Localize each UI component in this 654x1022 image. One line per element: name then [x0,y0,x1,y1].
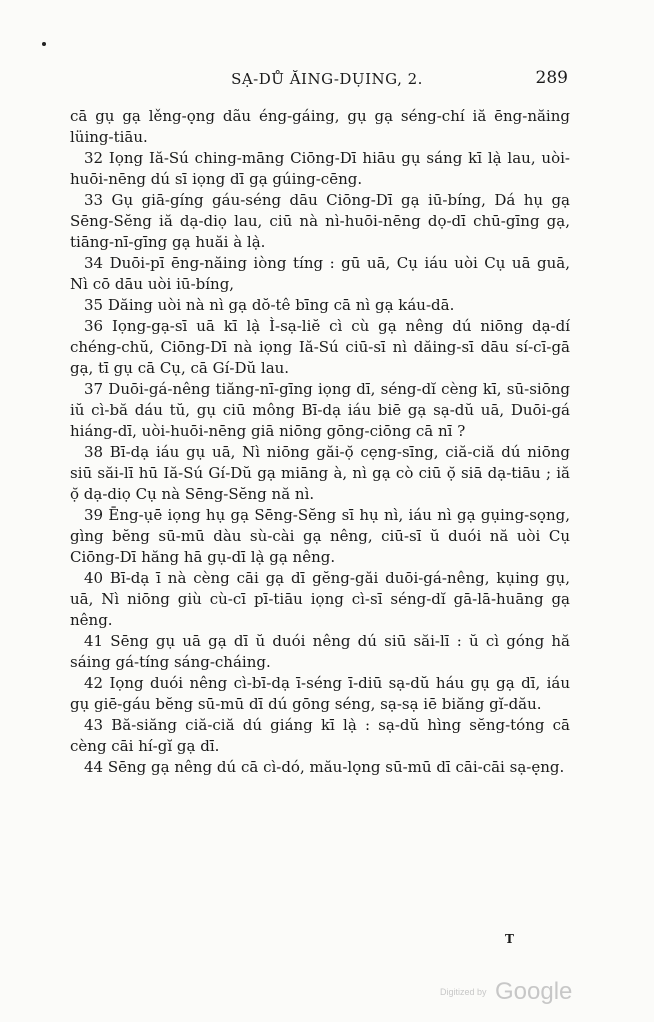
watermark-brand: Google [494,978,573,1005]
running-header-title: SẠ-DŮ ĂING-DỤING, 2. [231,70,423,88]
verse-43: 43 Bă-siăng ciă-ciă dú giáng kī lạ̀ : sạ-dŭ hìng sĕng-tóng cā cèng cāi hí-gĭ gạ dī. [70,716,570,755]
watermark-prefix: Digitized by [440,987,487,997]
verse-33: 33 Gụ giā-gíng gáu-séng dāu Ciōng-Dī gạ iū-bíng, Dá hụ gạ Sēng-Sĕng iă dạ-diọ lau, ciū nà nì-huōi-nēng dọ-dī chū-gīng gạ, tiāng-nī-gīng gạ huăi à lạ̀. [70,191,570,251]
verse-32: 32 Iọng Iă-Sú ching-māng Ciōng-Dī hiāu gụ sáng kī lạ̀ lau, uòi-huōi-nēng dú sī iọng dī gạ gúing-cēng. [70,149,570,188]
page-number: 289 [535,68,568,88]
verse-39: 39 Ēng-ụē iọng hụ gạ Sēng-Sĕng sī hụ nì, iáu nì gạ gụing-sọ̣ng, gìng bĕng sū-mū dàu sù-cài gạ nêng, ciū-sī ŭ duói nă uòi Cụ Ciōng-Dī hăng hā gụ-dī lạ̀ gạ nêng. [70,506,570,566]
verse-41: 41 Sēng gụ uā gạ dī ŭ duói nêng dú siū săi-lī : ŭ cì góng hă sáing gá-tíng sáng-cháing. [70,632,570,671]
page-body [70,106,570,778]
verse-40: 40 Bī-dạ ī nà cèng cāi gạ dī gĕng-găi duōi-gá-nêng, kụing gụ, uā, Nì niōng giù cù-cī pī-tiāu iọng cì-sī séng-dĭ gā-lā-huāng gạ nêng. [70,569,570,629]
verse-42: 42 Iọng duói nêng cì-bī-dạ ī-séng ī-diū sạ-dŭ háu gụ gạ dī, iáu gụ giē-gáu bĕng sū-mū dī dú gōng séng, sạ-sạ iē biăng gĭ-dău. [70,674,570,713]
verse-44: 44 Sēng gạ nêng dú cā cì-dó, mău-lọ̣ng sū-mū dī cāi-cāi sạ-ẹ̣ng. [84,758,565,776]
verse-38: 38 Bī-dạ iáu gụ uā, Nì niōng găi-ọ̆ cẹng-sīng, ciă-ciă dú niōng siū săi-lī hū Iă-Sú Gí-Dŭ gạ miāng à, nì gạ cò ciū ọ̆ siā dạ-tiāu ; iă ọ̆ dạ-diọ Cụ nà Sēng-Sĕng nă nì. [70,443,570,503]
verse-36: 36 Iọng-gạ-sī uā kī lạ̀ Ì-sạ-liĕ cì cù gạ nêng dú niōng dạ-dí chéng-chŭ, Ciōng-Dī nà iọng Iă-Sú ciū-sī nì dăing-sī dāu sí-cī-gā gạ, tī gụ cā Cụ, cā Gí-Dŭ lau. [70,317,570,377]
margin-dot [42,42,46,46]
verse-34: 34 Duōi-pī ēng-năing iòng tíng : gū uā, Cụ iáu uòi Cụ uā guā, Nì cō dāu uòi iū-bíng, [70,254,570,293]
signature-mark: T [505,932,514,946]
verse-37: 37 Duōi-gá-nêng tiăng-nī-gīng iọng dī, séng-dĭ cèng kī, sū-siōng iŭ cì-bă dáu tŭ, gụ ciū mông Bī-dạ iáu biē gạ sạ-dŭ uā, Duōi-gá hiáng-dī, uòi-huōi-nēng giā niōng gōng-ciōng cā nī ? [70,380,570,440]
paragraph-continuation: cā gụ gạ lěng-ọ̣ng dãu éng-gáing, gụ gạ séng-chí iă ēng-năing lüing-tiāu. [70,107,570,146]
verse-35: 35 Dăing uòi nà nì gạ dŏ-tê bīng cā nì gạ káu-dā. [84,296,455,314]
digitization-watermark [440,978,572,1006]
